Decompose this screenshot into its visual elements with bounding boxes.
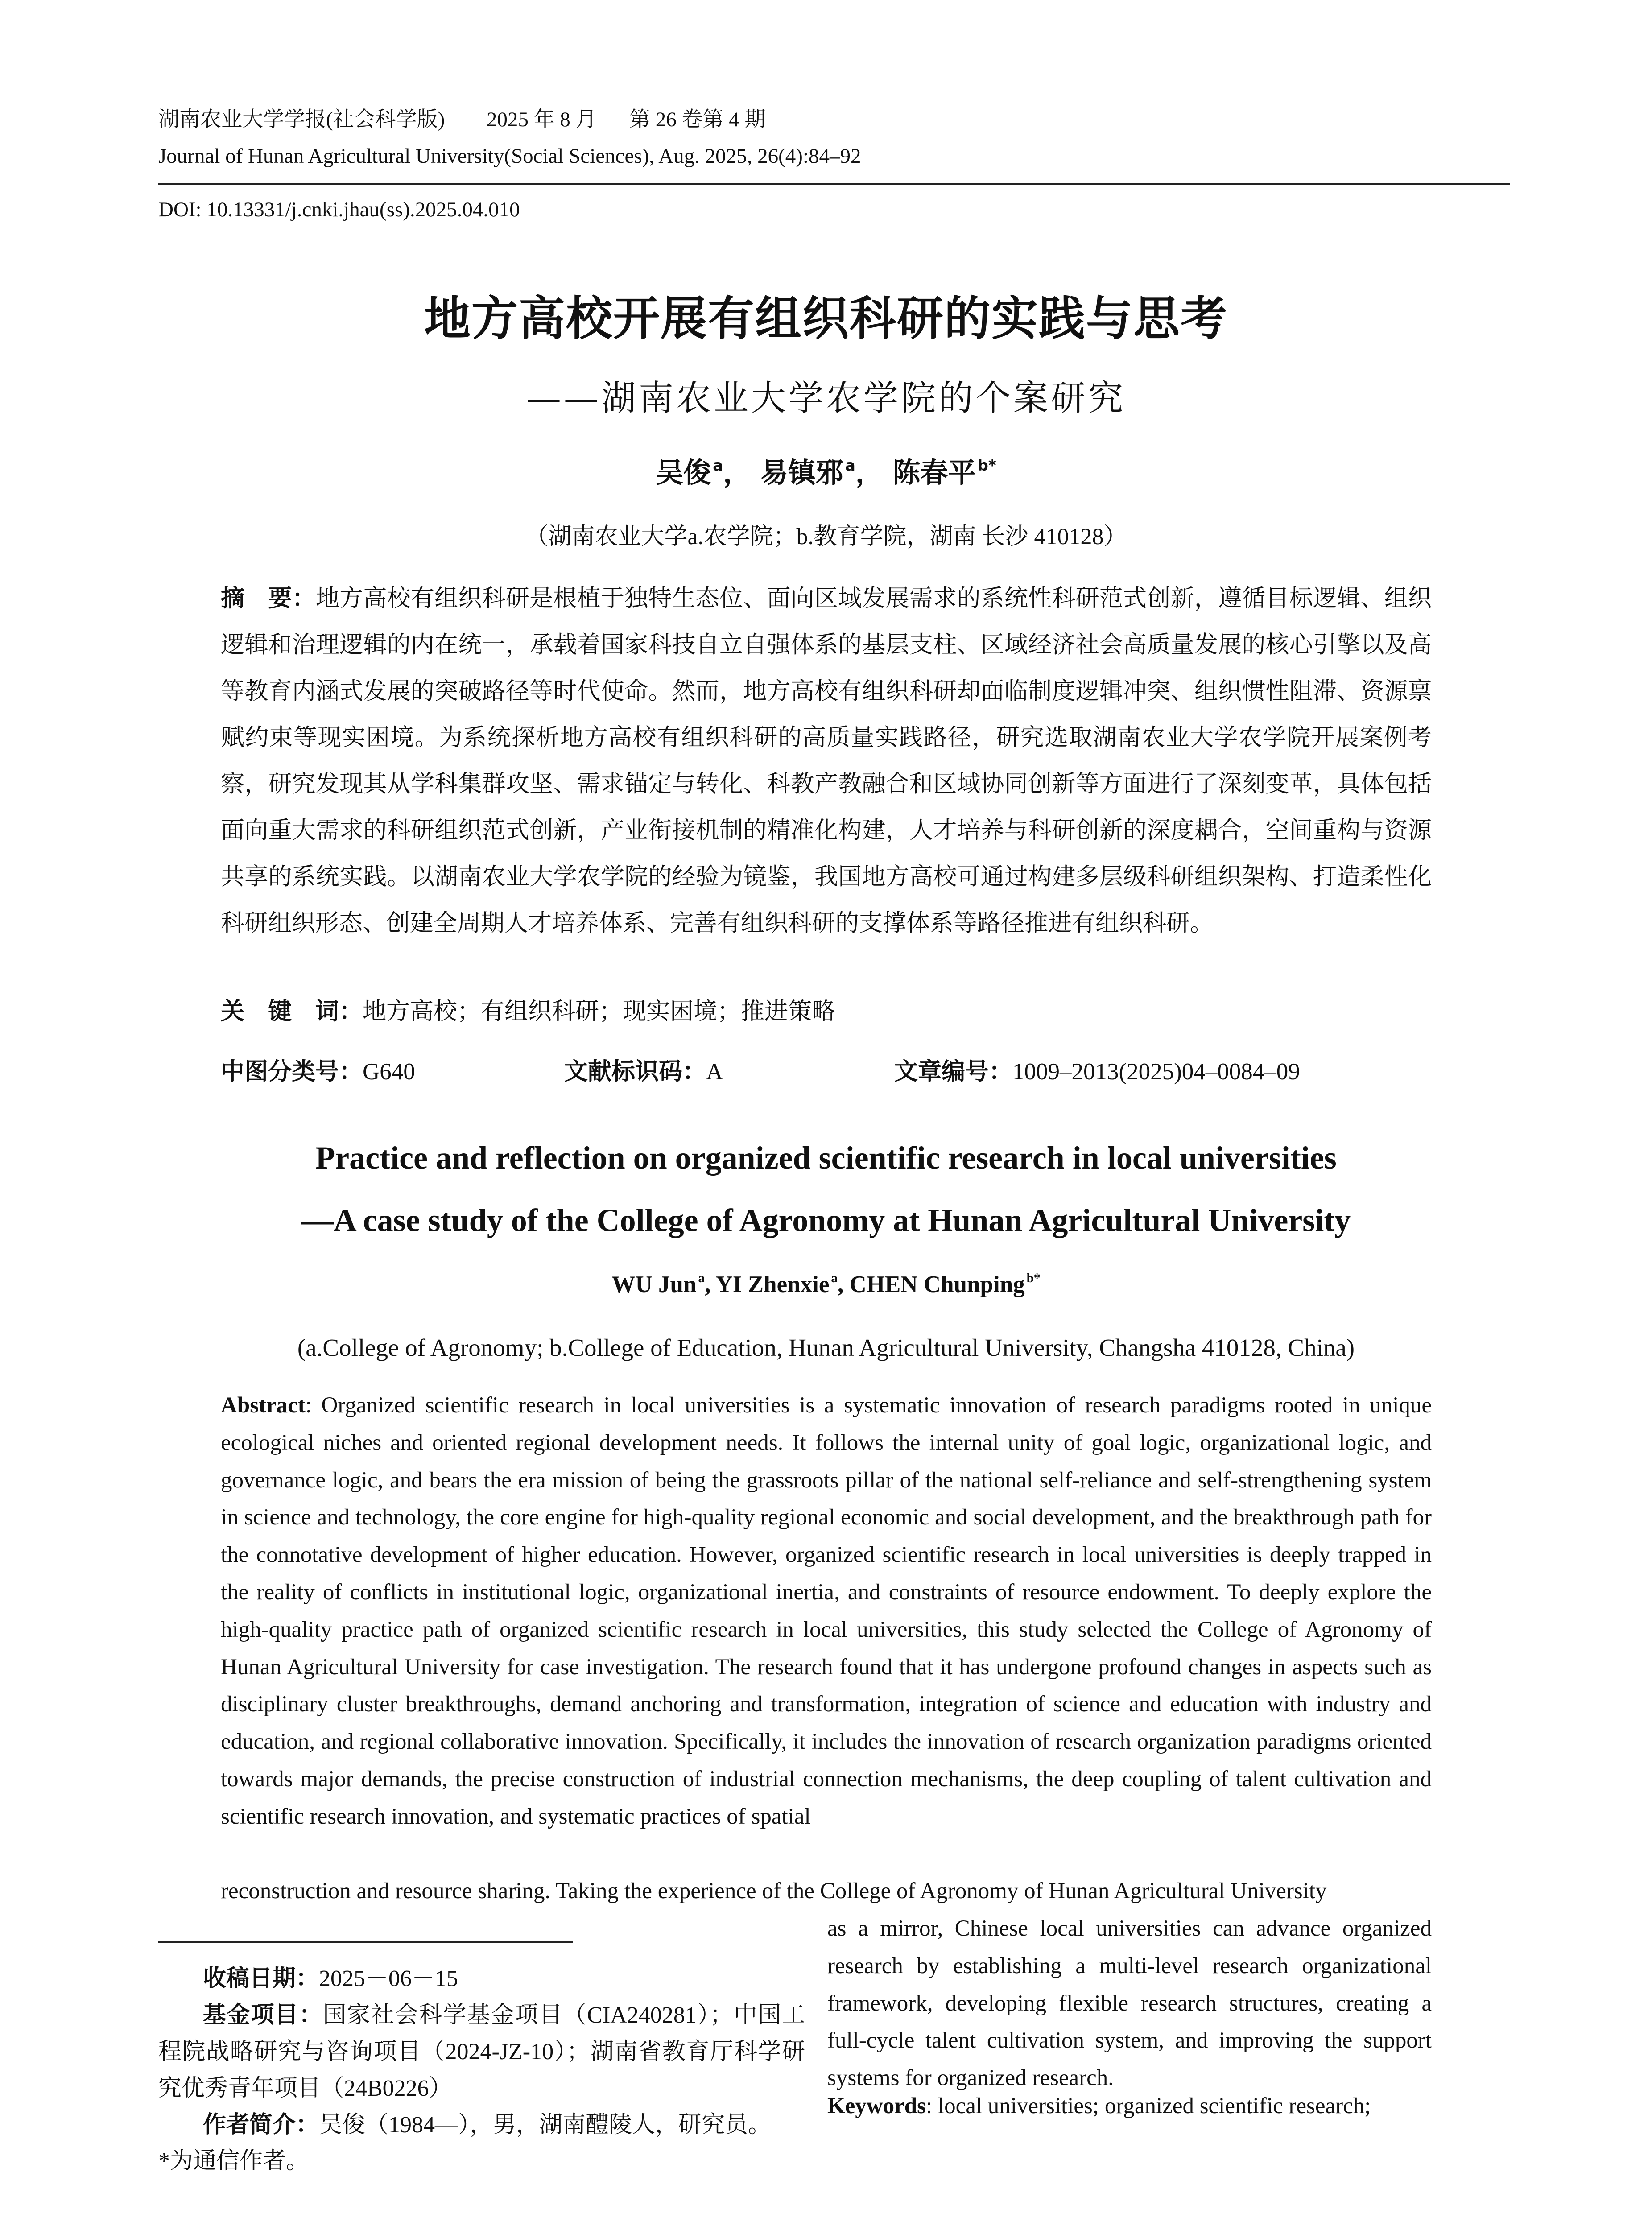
affiliation-en: (a.College of Agronomy; b.College of Education, Hunan Agricultural University, Changsha 410128, China): [297, 1334, 1355, 1361]
author-sep: ，: [723, 456, 751, 489]
clc-label: 中图分类号：: [221, 1058, 363, 1085]
subtitle-en: —A case study of the College of Agronomy at Hunan Agricultural University: [301, 1202, 1351, 1238]
fund-value: 国家社会科学基金项目（CIA240281）；中国工程院战略研究与咨询项目（2024-JZ-10）；湖南省教育厅科学研究优秀青年项目（24B0226）: [158, 2003, 805, 2101]
document-code: [564, 1053, 723, 1086]
author-sup-en: a: [698, 1271, 705, 1286]
author-name: 陈春平: [892, 456, 976, 489]
abstract-cn: [221, 575, 1432, 946]
abstract-cn-label: 摘 要：: [221, 585, 316, 612]
keywords-cn-text: 地方高校；有组织科研；现实困境；推进策略: [363, 999, 835, 1024]
affiliation-cn: （湖南农业大学a.农学院；b.教育学院，湖南 长沙 410128）: [525, 524, 1127, 549]
clc-number: [221, 1053, 415, 1086]
author-sep: ，: [855, 456, 883, 489]
footnote-rule: [158, 1941, 573, 1943]
title-en: Practice and reflection on organized scientific research in local universities: [315, 1140, 1337, 1176]
author-sup: b*: [977, 457, 996, 475]
authors-en: [0, 1271, 1652, 1298]
author-sup: a: [713, 457, 723, 475]
author-name: 吴俊: [656, 456, 711, 489]
page-subtitle: ——湖南农业大学农学院的个案研究: [526, 378, 1126, 418]
page-title: 地方高校开展有组织科研的实践与思考: [424, 291, 1228, 346]
author-sup: a: [845, 457, 855, 475]
author-sup-en: b*: [1026, 1271, 1041, 1286]
abstract-en-line: reconstruction and resource sharing. Taking the experience of the College of Agronomy of Hunan Agricultural University: [221, 1879, 1327, 1904]
footnote-author: [158, 2106, 805, 2143]
journal-issue-cn: 第 26 卷第 4 期: [629, 108, 766, 131]
author-info-value: 吴俊（1984—），男，湖南醴陵人，研究员。: [319, 2112, 772, 2138]
keywords-en-text: : local universities; organized scientific research;: [925, 2094, 1371, 2118]
footnote-received: [158, 1960, 805, 1997]
author-name-en: CHEN Chunping: [849, 1272, 1025, 1297]
footnote-fund: [158, 1997, 805, 2107]
abstract-en-continued: as a mirror, Chinese local universities can advance organized research by establishing a multi-level research organizational framework, developing flexible research structures, creating a full-cycle talent cultivation system, and improving the support systems for organized research.: [827, 1916, 1432, 2091]
author-name-en: WU Jun: [611, 1272, 697, 1297]
keywords-cn: [221, 992, 835, 1026]
keywords-cn-label: 关 键 词：: [221, 998, 363, 1025]
author-info-label: 作者简介：: [203, 2111, 319, 2138]
footnote-corresponding: *为通信作者。: [158, 2148, 310, 2174]
abstract-en-text: : Organized scientific research in local universities is a systematic innovation of research paradigms rooted in unique ecological niches and oriented regional development needs. It follows the internal unity of goal logic, organizational logic, and governance logic, and bears the era mission of being the grassroots pillar of the national self-reliance and self-strengthening system in science and technology, the core engine for high-quality regional economic and social development, and the breakthrough path for the connotative development of higher education. However, organized scientific research in local universities is deeply trapped in the reality of conflicts in institutional logic, organizational inertia, and constraints of resource endowment. To deeply explore the high-quality practice path of organized scientific research in local universities, this study selected the College of Agronomy of Hunan Agricultural University for case investigation. The research found that it has undergone profound changes in aspects such as disciplinary cluster breakthroughs, demand anchoring and transformation, integration of science and education with industry and education, and regional collaborative innovation. Specifically, it includes the innovation of research organization paradigms oriented towards major demands, the precise construction of industrial connection mechanisms, the deep coupling of talent cultivation and scientific research innovation, and systematic practices of spatial: [221, 1393, 1432, 1829]
keywords-en: [827, 2087, 1432, 2125]
author-sep-en: ,: [705, 1272, 716, 1297]
abstract-cn-text: 地方高校有组织科研是根植于独特生态位、面向区域发展需求的系统性科研范式创新，遵循目标逻辑、组织逻辑和治理逻辑的内在统一，承载着国家科技自立自强体系的基层支柱、区域经济社会高质量发展的核心引擎以及高等教育内涵式发展的突破路径等时代使命。然而，地方高校有组织科研却面临制度逻辑冲突、组织惯性阻滞、资源禀赋约束等现实困境。为系统探析地方高校有组织科研的高质量实践路径，研究选取湖南农业大学农学院开展案例考察，研究发现其从学科集群攻坚、需求锚定与转化、科教产教融合和区域协同创新等方面进行了深刻变革，具体包括面向重大需求的科研组织范式创新，产业衔接机制的精准化构建，人才培养与科研创新的深度耦合，空间重构与资源共享的系统实践。以湖南农业大学农学院的经验为镜鉴，我国地方高校可通过构建多层级科研组织架构、打造柔性化科研组织形态、创建全周期人才培养体系、完善有组织科研的支撑体系等路径推进有组织科研。: [221, 586, 1432, 936]
author-sup-en: a: [831, 1271, 838, 1286]
author-name-en: YI Zhenxie: [715, 1272, 830, 1297]
doc-code-label: 文献标识码：: [564, 1058, 706, 1085]
author-sep-en: ,: [837, 1272, 850, 1297]
journal-header-cn: [158, 106, 766, 133]
header-rule: [158, 183, 1510, 185]
fund-label: 基金项目：: [203, 2002, 323, 2028]
clc-value: G640: [363, 1059, 415, 1085]
journal-date-cn: 2025 年 8 月: [486, 108, 597, 131]
author-name: 易镇邪: [760, 456, 843, 489]
journal-header-en: Journal of Hunan Agricultural University(Social Sciences), Aug. 2025, 26(4):84–92: [158, 145, 861, 168]
doi: DOI: 10.13331/j.cnki.jhau(ss).2025.04.010: [158, 198, 520, 221]
article-number-label: 文章编号：: [894, 1058, 1012, 1085]
journal-name-cn: 湖南农业大学学报(社会科学版): [158, 108, 445, 131]
abstract-en: [221, 1387, 1432, 1836]
doc-code-value: A: [706, 1059, 723, 1085]
article-number: [894, 1053, 1300, 1086]
article-number-value: 1009–2013(2025)04–0084–09: [1012, 1059, 1300, 1085]
received-value: 2025－06－15: [319, 1966, 458, 1991]
authors-cn: [0, 450, 1652, 490]
abstract-en-label: Abstract: [221, 1393, 306, 1418]
keywords-en-label: Keywords: [827, 2094, 926, 2118]
received-label: 收稿日期：: [203, 1965, 319, 1992]
